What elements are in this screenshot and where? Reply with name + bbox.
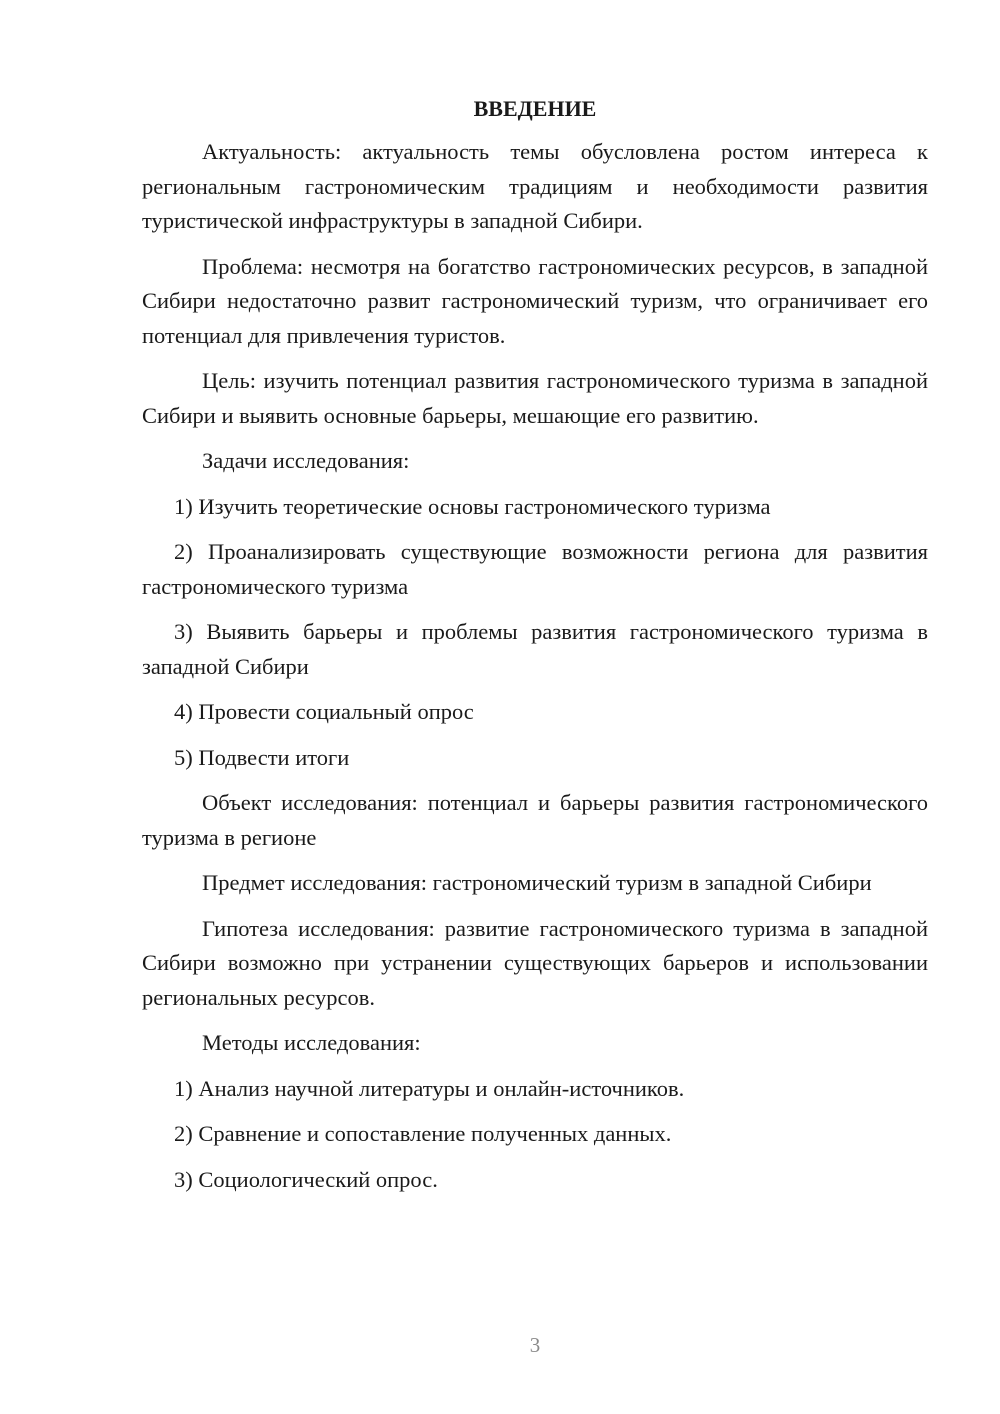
subject-paragraph: Предмет исследования: гастрономический туризм в западной Сибири bbox=[202, 870, 872, 895]
method-item: 3) Социологический опрос. bbox=[174, 1166, 438, 1192]
page-content bbox=[142, 94, 928, 1208]
relevance-paragraph: Актуальность: актуальность темы обусловлена ростом интереса к региональным гастрономическим традициям и необходимости развития туристической инфраструктуры в западной Сибири. bbox=[142, 139, 928, 233]
page-number: 3 bbox=[529, 1333, 541, 1357]
hypothesis-paragraph: Гипотеза исследования: развитие гастрономического туризма в западной Сибири возможно при устранении существующих барьеров и использовании региональных ресурсов. bbox=[142, 915, 928, 1010]
methods-heading: Методы исследования: bbox=[202, 1030, 421, 1055]
goal-paragraph: Цель: изучить потенциал развития гастрономического туризма в западной Сибири и выявить основные барьеры, мешающие его развитию. bbox=[142, 368, 928, 428]
task-item: 4) Провести социальный опрос bbox=[174, 699, 474, 724]
task-item: 1) Изучить теоретические основы гастрономического туризма bbox=[174, 493, 771, 519]
task-item: 2) Проанализировать существующие возможности региона для развития гастрономического туризма bbox=[142, 539, 928, 599]
task-item: 3) Выявить барьеры и проблемы развития гастрономического туризма в западной Сибири bbox=[142, 619, 928, 679]
task-item: 5) Подвести итоги bbox=[174, 744, 350, 770]
method-item: 2) Сравнение и сопоставление полученных данных. bbox=[174, 1121, 672, 1146]
object-paragraph: Объект исследования: потенциал и барьеры развития гастрономического туризма в регионе bbox=[142, 790, 928, 850]
section-title: ВВЕДЕНИЕ bbox=[473, 96, 597, 121]
tasks-heading: Задачи исследования: bbox=[202, 448, 410, 473]
problem-paragraph: Проблема: несмотря на богатство гастрономических ресурсов, в западной Сибири недостаточно развит гастрономический туризм, что ограничивает его потенциал для привлечения туристов. bbox=[142, 253, 928, 348]
method-item: 1) Анализ научной литературы и онлайн-источников. bbox=[174, 1075, 685, 1101]
